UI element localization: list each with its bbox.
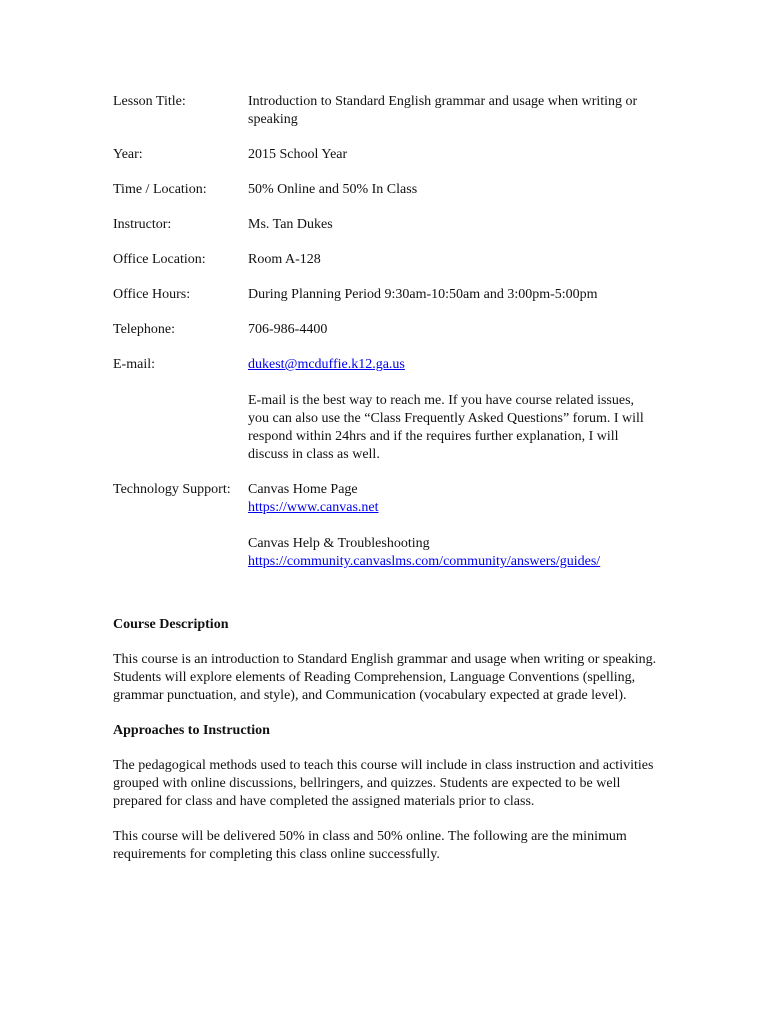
email-link[interactable]: dukest@mcduffie.k12.ga.us: [248, 357, 405, 372]
course-description-heading: Course Description: [113, 617, 229, 632]
email-label: E-mail:: [113, 357, 155, 372]
office-location-row: [113, 251, 658, 269]
office-hours-value: During Planning Period 9:30am-10:50am and 3:00pm-5:00pm: [248, 287, 598, 302]
instructor-label: Instructor:: [113, 217, 172, 232]
lesson-title-row: [113, 93, 658, 129]
year-value: 2015 School Year: [248, 147, 348, 162]
telephone-value: 706-986-4400: [248, 322, 328, 337]
instructor-value: Ms. Tan Dukes: [248, 217, 333, 232]
email-value-block: [248, 356, 658, 464]
office-location-label: Office Location:: [113, 252, 206, 267]
lesson-title-label: Lesson Title:: [113, 94, 186, 109]
tech-support-label: Technology Support:: [113, 482, 231, 497]
canvas-home-label: Canvas Home Page: [248, 482, 358, 497]
time-location-label: Time / Location:: [113, 182, 207, 197]
year-row: [113, 146, 658, 164]
tech-support-value-block: [248, 481, 658, 571]
lesson-title-value: Introduction to Standard English grammar and usage when writing or speaking: [248, 94, 638, 127]
tech-support-row: [113, 481, 658, 571]
approaches-paragraph-1: The pedagogical methods used to teach this course will include in class instruction and activities grouped with online discussions, bellringers, and quizzes. Students are expected to be well prepared for class and have completed the assigned materials prior to class.: [113, 758, 654, 809]
office-hours-row: [113, 286, 658, 304]
instructor-row: [113, 216, 658, 234]
year-label: Year:: [113, 147, 143, 162]
document-page: [113, 93, 658, 881]
course-description-body: This course is an introduction to Standard English grammar and usage when writing or speaking. Students will explore elements of Reading Comprehension, Language Conventions (spelling, grammar punctuation, and style), and Communication (vocabulary expected at grade level).: [113, 652, 657, 703]
canvas-home-link[interactable]: https://www.canvas.net: [248, 500, 379, 515]
telephone-row: [113, 321, 658, 339]
canvas-help-link[interactable]: https://community.canvaslms.com/community/answers/guides/: [248, 554, 601, 569]
email-row: [113, 356, 658, 464]
telephone-label: Telephone:: [113, 322, 175, 337]
approaches-paragraph-2: This course will be delivered 50% in class and 50% online. The following are the minimum requirements for completing this class online successfully.: [113, 829, 627, 862]
time-location-value: 50% Online and 50% In Class: [248, 182, 418, 197]
office-location-value: Room A-128: [248, 252, 321, 267]
time-location-row: [113, 181, 658, 199]
canvas-help-label: Canvas Help & Troubleshooting: [248, 536, 430, 551]
office-hours-label: Office Hours:: [113, 287, 191, 302]
email-note: E-mail is the best way to reach me. If you have course related issues, you can also use the “Class Frequently Asked Questions” forum. I will respond within 24hrs and if the requires further explanation, I will discuss in class as well.: [248, 393, 644, 462]
approaches-heading: Approaches to Instruction: [113, 723, 270, 738]
